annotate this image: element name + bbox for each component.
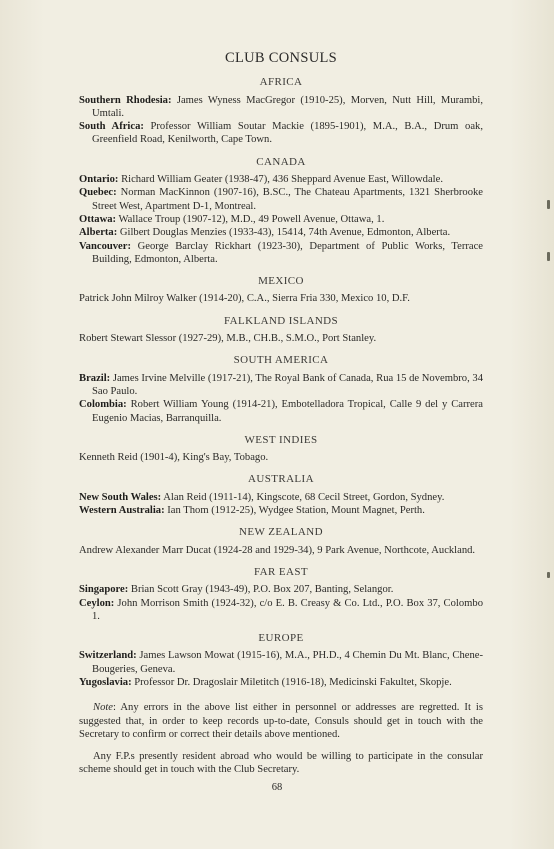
consul-entry bbox=[79, 544, 483, 557]
page-number: 68 bbox=[271, 782, 283, 793]
section-heading: AFRICA bbox=[259, 76, 303, 89]
consul-entry bbox=[79, 649, 483, 676]
consul-entry bbox=[79, 451, 483, 464]
region-label: Southern Rhodesia: bbox=[79, 94, 172, 106]
note-paragraph bbox=[79, 701, 483, 741]
region-label: Quebec: bbox=[79, 187, 117, 199]
consul-entry bbox=[79, 186, 483, 213]
region-label: Ceylon: bbox=[79, 597, 115, 609]
margin-mark bbox=[547, 200, 550, 209]
section-heading: FALKLAND ISLANDS bbox=[223, 314, 339, 327]
participation-paragraph: Any F.P.s presently resident abroad who would be willing to participate in the consular scheme should get in touch with the Club Secretary. bbox=[79, 751, 483, 776]
consul-details: Wallace Troup (1907-12), M.D., 49 Powell Avenue, Ottawa, 1. bbox=[116, 213, 385, 225]
consul-details: Robert William Young (1914-21), Embotelladora Tropical, Calle 9 del y Carrera Eugenio Macias, Barranquilla. bbox=[92, 399, 483, 424]
consul-entry bbox=[79, 213, 483, 226]
region-label: Yugoslavia: bbox=[79, 676, 132, 688]
section-heading: AUSTRALIA bbox=[248, 473, 314, 486]
section-heading: EUROPE bbox=[258, 632, 304, 645]
section-heading: CANADA bbox=[256, 155, 306, 168]
section-heading: FAR EAST bbox=[253, 565, 309, 578]
consul-entry bbox=[79, 676, 483, 689]
consul-details: Richard William Geater (1938-47), 436 Sheppard Avenue East, Willowdale. bbox=[118, 174, 443, 186]
consul-entry bbox=[79, 240, 483, 267]
consul-details: Professor Dr. Dragoslair Miletitch (1916-18), Medicinski Fakultet, Skopje. bbox=[131, 676, 452, 688]
margin-mark bbox=[547, 252, 550, 261]
consul-details: Patrick John Milroy Walker (1914-20), C.A., Sierra Fria 330, Mexico 10, D.F. bbox=[79, 293, 410, 305]
consul-entry bbox=[79, 504, 483, 517]
consul-entry bbox=[79, 372, 483, 399]
consul-details: Brian Scott Gray (1943-49), P.O. Box 207, Banting, Selangor. bbox=[128, 584, 394, 596]
region-label: Brazil: bbox=[79, 372, 111, 384]
region-label: Alberta: bbox=[79, 227, 118, 239]
consul-details: James Irvine Melville (1917-21), The Royal Bank of Canada, Rua 15 de Novembro, 34 Sao Paulo. bbox=[92, 372, 483, 397]
section-heading: NEW ZEALAND bbox=[239, 526, 323, 539]
consul-entry bbox=[79, 226, 483, 239]
consul-entry bbox=[79, 94, 483, 121]
section-heading: MEXICO bbox=[258, 275, 304, 288]
region-label: South Africa: bbox=[79, 121, 144, 133]
consul-details: James Wyness MacGregor (1910-25), Morven, Nutt Hill, Murambi, Umtali. bbox=[92, 94, 483, 119]
region-label: Switzerland: bbox=[79, 650, 137, 662]
consul-details: Alan Reid (1911-14), Kingscote, 68 Cecil Street, Gordon, Sydney. bbox=[161, 491, 445, 503]
region-label: Ontario: bbox=[79, 174, 119, 186]
section-heading: SOUTH AMERICA bbox=[233, 354, 329, 367]
consul-details: Norman MacKinnon (1907-16), B.SC., The Chateau Apartments, 1321 Sherbrooke Street West, Apartment D-1, Montreal. bbox=[92, 187, 483, 212]
consul-entry bbox=[79, 597, 483, 624]
page-content bbox=[79, 52, 483, 777]
consul-details: Robert Stewart Slessor (1927-29), M.B., CH.B., S.M.O., Port Stanley. bbox=[79, 333, 377, 345]
consul-details: Gilbert Douglas Menzies (1933-43), 15414, 74th Avenue, Edmonton, Alberta. bbox=[117, 227, 451, 239]
sections-list bbox=[79, 76, 483, 689]
consul-details: Kenneth Reid (1901-4), King's Bay, Tobago. bbox=[79, 452, 269, 464]
consul-entry bbox=[79, 120, 483, 147]
consul-entry bbox=[79, 491, 483, 504]
consul-entry bbox=[79, 332, 483, 345]
section-heading: WEST INDIES bbox=[244, 433, 318, 446]
consul-details: Professor William Soutar Mackie (1895-1901), M.A., B.A., Drum oak, Greenfield Road, Kenilworth, Cape Town. bbox=[92, 121, 483, 146]
consul-entry bbox=[79, 292, 483, 305]
region-label: Ottawa: bbox=[79, 213, 117, 225]
region-label: Vancouver: bbox=[79, 240, 131, 252]
region-label: Colombia: bbox=[79, 399, 127, 411]
consul-entry bbox=[79, 173, 483, 186]
consul-details: Andrew Alexander Marr Ducat (1924-28 and 1929-34), 9 Park Avenue, Northcote, Auckland. bbox=[79, 544, 476, 556]
region-label: Singapore: bbox=[79, 584, 129, 596]
margin-mark bbox=[547, 572, 550, 578]
consul-details: James Lawson Mowat (1915-16), M.A., PH.D., 4 Chemin Du Mt. Blanc, Chene-Bougeries, Geneva. bbox=[92, 650, 483, 675]
consul-entry bbox=[79, 583, 483, 596]
consul-entry bbox=[79, 398, 483, 425]
page-title: CLUB CONSULS bbox=[225, 50, 337, 66]
region-label: Western Australia: bbox=[79, 505, 165, 517]
region-label: New South Wales: bbox=[79, 491, 162, 503]
consul-details: George Barclay Rickhart (1923-30), Department of Public Works, Terrace Building, Edmonton, Alberta. bbox=[92, 240, 483, 265]
note-text: : Any errors in the above list either in personnel or addresses are regretted. It is suggested that, in order to keep records up-to-date, Consuls should get in touch with the Secretary to confirm or correct their details above mentioned. bbox=[79, 702, 483, 740]
consul-details: John Morrison Smith (1924-32), c/o E. B. Creasy & Co. Ltd., P.O. Box 37, Colombo 1. bbox=[92, 597, 483, 622]
consul-details: Ian Thom (1912-25), Wydgee Station, Mount Magnet, Perth. bbox=[164, 505, 425, 517]
note-label: Note bbox=[93, 702, 114, 714]
